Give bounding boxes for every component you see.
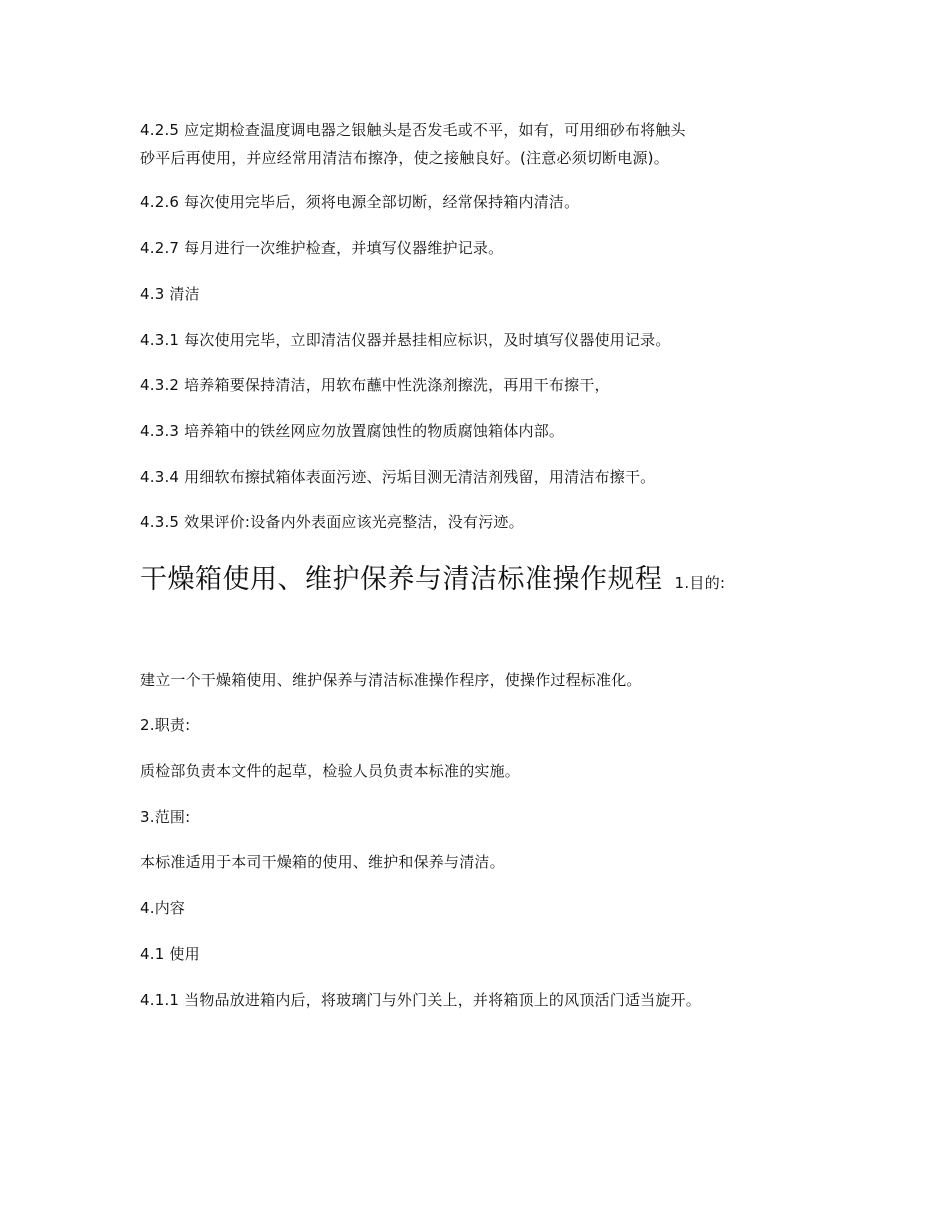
document-title-row xyxy=(140,560,725,600)
paragraph-purpose: 建立一个干燥箱使用、维护保养与清洁标准操作程序，使操作过程标准化。 xyxy=(140,671,642,689)
paragraph-4-1-1: 4.1.1 当物品放进箱内后，将玻璃门与外门关上，并将箱顶上的风顶活门适当旋开。 xyxy=(140,991,701,1009)
paragraph-4-2-6: 4.2.6 每次使用完毕后，须将电源全部切断，经常保持箱内清洁。 xyxy=(140,193,580,211)
paragraph-4-2-5-line-1: 4.2.5 应定期检查温度调电器之银触头是否发毛或不平，如有，可用细砂布将触头 xyxy=(140,121,686,139)
paragraph-4-3-3: 4.3.3 培养箱中的铁丝网应勿放置腐蚀性的物质腐蚀箱体内部。 xyxy=(140,422,565,440)
paragraph-4-2-7: 4.2.7 每月进行一次维护检查，并填写仪器维护记录。 xyxy=(140,239,504,257)
heading-2-duty: 2.职责: xyxy=(140,716,191,734)
heading-4-content: 4.内容 xyxy=(140,899,186,917)
heading-1-purpose: 1.目的: xyxy=(674,574,726,592)
paragraph-4-2-5-line-2: 砂平后再使用，并应经常用清洁布擦净，使之接触良好。(注意必须切断电源)。 xyxy=(140,149,669,167)
paragraph-scope: 本标准适用于本司干燥箱的使用、维护和保养与清洁。 xyxy=(140,853,505,871)
paragraph-4-3-2: 4.3.2 培养箱要保持清洁，用软布蘸中性洗涤剂擦洗，再用干布擦干， xyxy=(140,376,610,394)
paragraph-4-3-1: 4.3.1 每次使用完毕，立即清洁仪器并悬挂相应标识，及时填写仪器使用记录。 xyxy=(140,331,671,349)
heading-4-3: 4.3 清洁 xyxy=(140,285,200,303)
paragraph-4-3-4: 4.3.4 用细软布擦拭箱体表面污迹、污垢目测无清洁剂残留，用清洁布擦干。 xyxy=(140,468,656,486)
heading-4-1-use: 4.1 使用 xyxy=(140,945,200,963)
heading-3-scope: 3.范围: xyxy=(140,808,191,826)
paragraph-duty: 质检部负责本文件的起草，检验人员负责本标准的实施。 xyxy=(140,762,521,780)
paragraph-4-3-5: 4.3.5 效果评价:设备内外表面应该光亮整洁，没有污迹。 xyxy=(140,513,524,531)
document-title: 干燥箱使用、维护保养与清洁标准操作规程 xyxy=(140,564,663,595)
